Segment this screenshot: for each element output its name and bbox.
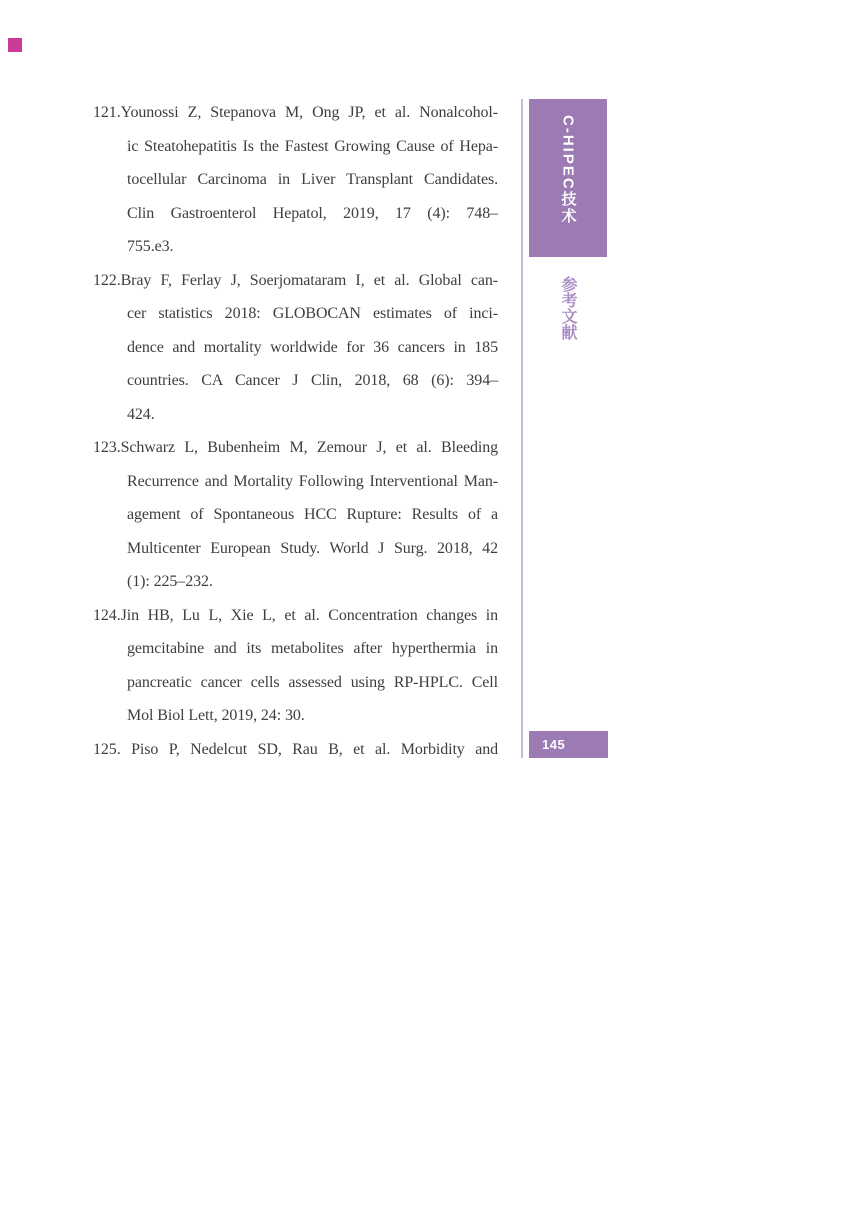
reference-line: cer statistics 2018: GLOBOCAN estimates of inci- bbox=[127, 305, 498, 322]
reference-line: pancreatic cancer cells assessed using RP-HPLC. Cell bbox=[127, 673, 498, 691]
magenta-marker-square bbox=[8, 38, 22, 52]
reference-line: 122.Bray F, Ferlay J, Soerjomataram I, et al. Global can- bbox=[93, 271, 498, 289]
sidebar-vertical-rule bbox=[521, 99, 523, 758]
reference-line: 121.Younossi Z, Stepanova M, Ong JP, et al. Nonalcohol- bbox=[93, 104, 498, 121]
reference-line: Clin Gastroenterol Hepatol, 2019, 17 (4): 748– bbox=[127, 204, 498, 222]
reference-line: gemcitabine and its metabolites after hyperthermia in bbox=[127, 640, 498, 657]
page-number: 145 bbox=[542, 737, 566, 752]
reference-item bbox=[93, 599, 498, 733]
reference-line: (1): 225–232. bbox=[127, 573, 213, 590]
reference-item bbox=[93, 431, 498, 599]
reference-line: tocellular Carcinoma in Liver Transplant Candidates. bbox=[127, 171, 498, 188]
page-number-badge bbox=[529, 731, 608, 758]
reference-line: agement of Spontaneous HCC Rupture: Results of a bbox=[127, 506, 498, 523]
reference-item bbox=[93, 96, 498, 264]
reference-item bbox=[93, 733, 498, 767]
reference-line: Multicenter European Study. World J Surg. 2018, 42 bbox=[127, 539, 498, 557]
reference-line: 755.e3. bbox=[127, 238, 174, 255]
reference-line: 125. Piso P, Nedelcut SD, Rau B, et al. Morbidity and bbox=[93, 740, 498, 758]
reference-line: dence and mortality worldwide for 36 cancers in 185 bbox=[127, 338, 498, 356]
reference-list bbox=[93, 96, 498, 766]
reference-line: 424. bbox=[127, 405, 155, 423]
reference-line: 124.Jin HB, Lu L, Xie L, et al. Concentration changes in bbox=[93, 606, 498, 624]
reference-line: Recurrence and Mortality Following Interventional Man- bbox=[127, 472, 498, 490]
reference-line: countries. CA Cancer J Clin, 2018, 68 (6): 394– bbox=[127, 372, 498, 389]
section-label: 参考文献 bbox=[559, 276, 576, 340]
chapter-tab-label: C-HIPEC技术 bbox=[559, 115, 577, 225]
chapter-tab bbox=[529, 99, 607, 257]
reference-item bbox=[93, 264, 498, 432]
reference-line: 123.Schwarz L, Bubenheim M, Zemour J, et al. Bleeding bbox=[93, 439, 498, 456]
reference-line: Mol Biol Lett, 2019, 24: 30. bbox=[127, 707, 305, 724]
reference-line: ic Steatohepatitis Is the Fastest Growing Cause of Hepa- bbox=[127, 137, 498, 155]
